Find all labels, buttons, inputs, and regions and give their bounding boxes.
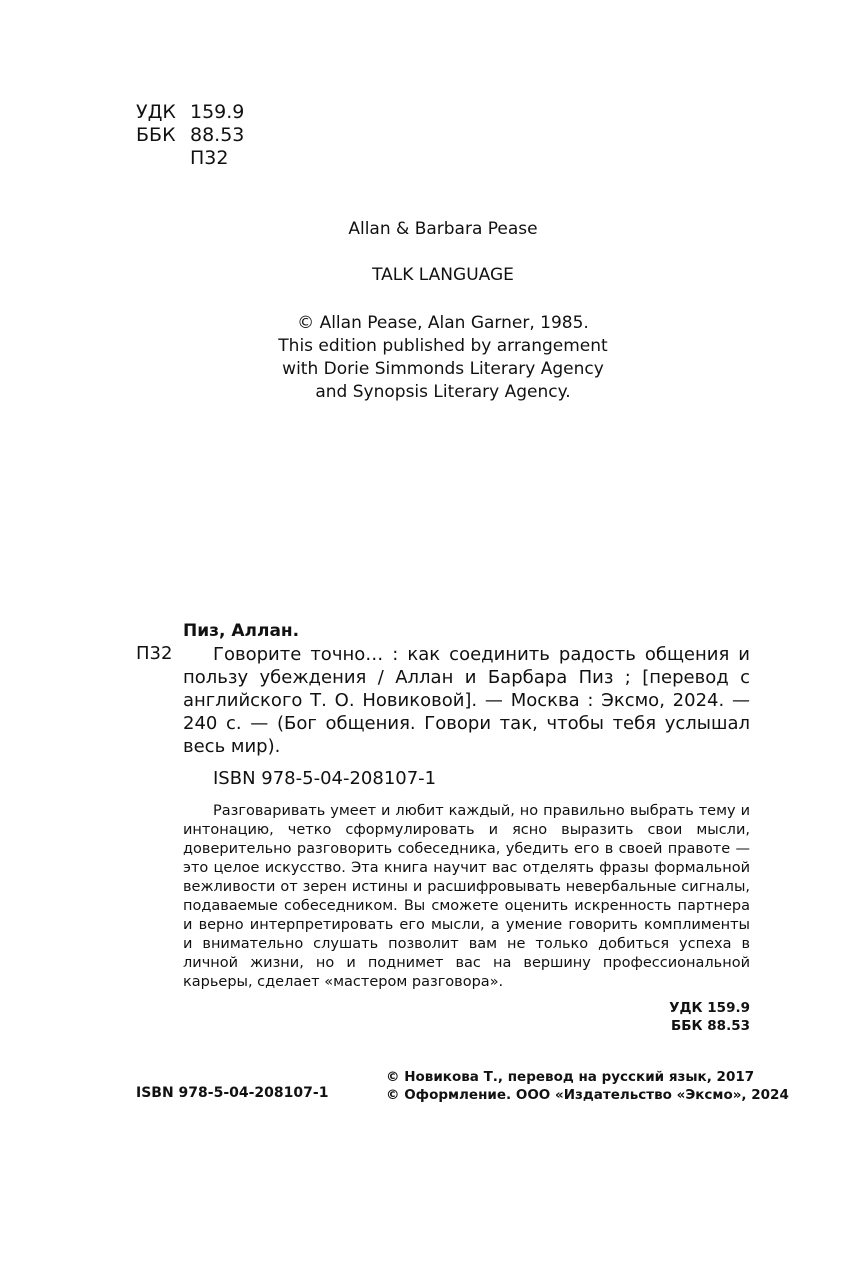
bbk-label: ББК bbox=[136, 124, 176, 146]
author-mark: П32 bbox=[190, 147, 229, 169]
record-code: П32 bbox=[136, 643, 173, 664]
copyright-line: with Dorie Simmonds Literary Agency bbox=[282, 359, 604, 379]
footer-udk: УДК 159.9 bbox=[669, 1000, 750, 1016]
footer-classification bbox=[669, 999, 750, 1035]
copyright-translation: © Новикова Т., перевод на русский язык, 2017 bbox=[386, 1069, 755, 1085]
copyright-line: This edition published by arrangement bbox=[278, 336, 608, 356]
udk-label: УДК bbox=[136, 101, 176, 123]
bbk-value: 88.53 bbox=[190, 124, 245, 146]
udk-row bbox=[136, 101, 244, 124]
footer-copyrights bbox=[386, 1068, 789, 1104]
footer-bbk: ББК 88.53 bbox=[670, 1018, 750, 1034]
copyright-design: © Оформление. ООО «Издательство «Эксмо», 2024 bbox=[386, 1087, 789, 1103]
bibliographic-description: Говорите точно… : как соединить радость общения и пользу убеждения / Аллан и Барбара Пиз ; [перевод с английского Т. О. Новиковой]. — Москва : Эксмо, 2024. — 240 с. — (Бог общения. Говори так, чтобы тебя услышал весь мир). bbox=[183, 644, 750, 757]
classification-codes bbox=[136, 101, 244, 170]
footer-isbn: ISBN 978-5-04-208107-1 bbox=[136, 1085, 329, 1101]
original-copyright bbox=[180, 312, 706, 404]
annotation-text: Разговаривать умеет и любит каждый, но правильно выбрать тему и интонацию, четко сформулировать и ясно выразить свои мысли, доверительно разговорить собеседника, убедить его в своей правоте — это целое искусство. Эта книга научит вас отделять фразы формальной вежливости от зерен истины и расшифровывать невербальные сигналы, подаваемые собеседником. Вы сможете оценить искренность партнера и верно интерпретировать его мысли, а умение говорить комплименты и внимательно слушать позволит вам не только добиться успеха в личной жизни, но и поднимет вас на вершину профессиональной карьеры, сделает «мастером разговора». bbox=[183, 803, 750, 990]
original-title: TALK LANGUAGE bbox=[372, 265, 514, 285]
bbk-row bbox=[136, 124, 244, 147]
author-mark-row bbox=[136, 147, 244, 170]
copyright-line: © Allan Pease, Alan Garner, 1985. bbox=[297, 313, 589, 333]
isbn-main: ISBN 978-5-04-208107-1 bbox=[213, 768, 437, 789]
author-heading: Пиз, Аллан. bbox=[183, 621, 300, 641]
udk-value: 159.9 bbox=[190, 101, 245, 123]
original-authors: Allan & Barbara Pease bbox=[348, 219, 538, 239]
copyright-line: and Synopsis Literary Agency. bbox=[315, 382, 571, 402]
